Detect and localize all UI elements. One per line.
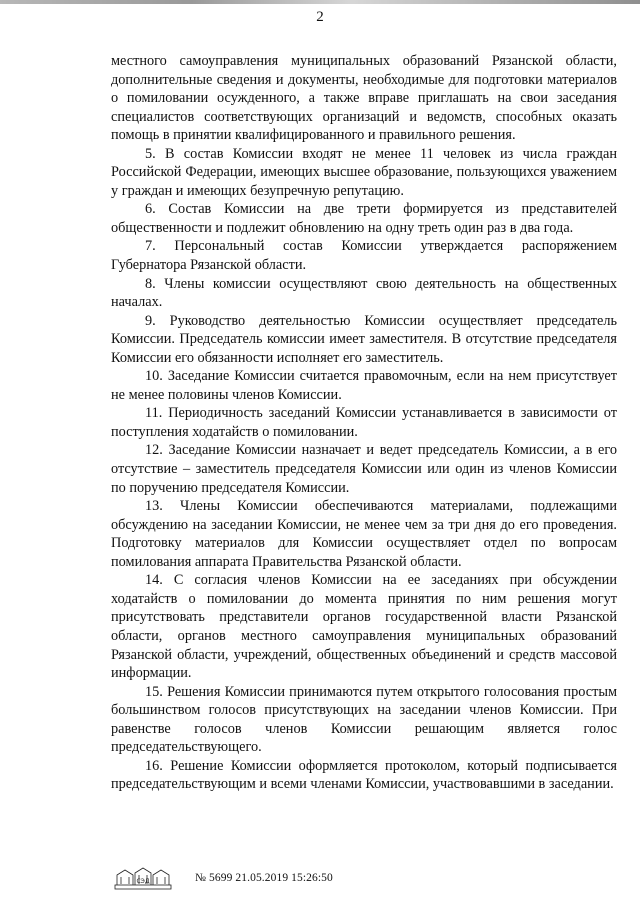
paragraph-8: 8. Члены комиссии осуществляют свою деятельность на общественных началах. [111,275,617,311]
paragraph-6: 6. Состав Комиссии на две трети формируется из представителей общественности и подлежит обновлению на одну треть один раз в два года. [111,201,617,236]
paragraph-7: 7. Персональный состав Комиссии утверждается распоряжением Губернатора Рязанской области. [111,238,617,274]
paragraph-9: 9. Руководство деятельностью Комиссии осуществляет председатель Комиссии. Председатель комиссии имеет заместителя. В отсутствие председателя Комиссии его обязанности исполняет его заместитель. [111,312,617,366]
document-body [111,52,617,794]
paragraph-12: 12. Заседание Комиссии назначает и ведет председатель Комиссии, а в его отсутствие – заместитель председателя Комиссии или один из членов Комиссии по поручению председателя Комиссии. [111,442,617,496]
page-number: 2 [316,9,324,25]
stamp-label: СЭД [136,878,150,885]
paragraph-15: 15. Решения Комиссии принимаются путем открытого голосования простым большинством голосов присутствующих на заседании членов Комиссии. При равенстве голосов членов Комиссии решающим является голос председательствующего. [111,683,617,756]
scan-top-edge [0,0,640,4]
paragraph-13: 13. Члены Комиссии обеспечиваются материалами, подлежащими обсуждению на заседании Комиссии, не менее чем за три дня до его проведения. Подготовку материалов для Комиссии осуществляет отдел по вопросам помилования аппарата Правительства Рязанской области. [111,498,617,570]
paragraph-11: 11. Периодичность заседаний Комиссии устанавливается в зависимости от поступления ходатайств о помиловании. [111,405,617,440]
paragraph-continuation: местного самоуправления муниципальных образований Рязанской области, дополнительные сведения и документы, необходимые для подготовки материалов о помиловании осужденного, а также вправе приглашать на свои заседания специалистов соответствующих организаций и ведомств, способных оказать помощь в принятии квалифицированного и правильного решения. [111,53,617,144]
paragraph-10: 10. Заседание Комиссии считается правомочным, если на нем присутствует не менее половины членов Комиссии. [111,368,617,403]
paragraph-16: 16. Решение Комиссии оформляется протоколом, который подписывается председательствующим и всеми членами Комиссии, участвовавшими в заседании. [111,757,617,793]
document-footer [113,863,333,893]
paragraph-5: 5. В состав Комиссии входят не менее 11 человек из числа граждан Российской Федерации, имеющих высшее образование, пользующихся уважением у граждан и имеющих безупречную репутацию. [111,145,617,199]
document-registration-number: № 5699 21.05.2019 15:26:50 [195,872,333,884]
paragraph-14: 14. С согласия членов Комиссии на ее заседаниях при обсуждении ходатайств о помиловании до момента принятия по ним решения могут присутствовать представители органов государственной власти Рязанской области, органов местного самоуправления муниципальных образований Рязанской области, учреждений, общественных объединений и средств массовой информации. [111,572,617,682]
registration-stamp-icon [113,865,173,891]
